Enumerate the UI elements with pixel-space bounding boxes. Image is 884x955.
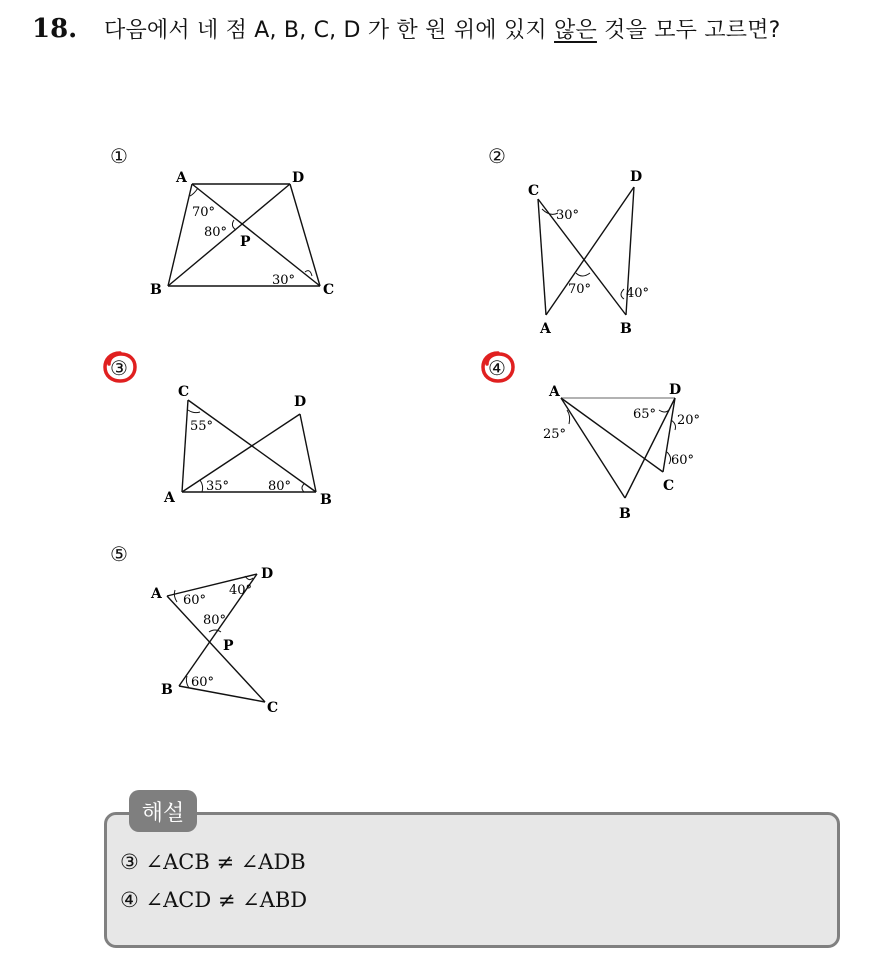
fig1-angle-1: 70° xyxy=(192,205,216,220)
choice-2-number[interactable]: ② xyxy=(488,144,506,168)
fig1-label-B: B xyxy=(150,282,162,298)
solution-line-2: ④ ∠ACD ≠ ∠ABD xyxy=(120,888,308,912)
fig2-label-D: D xyxy=(630,169,643,185)
fig2-label-C: C xyxy=(528,183,540,199)
fig3-label-B: B xyxy=(320,492,332,508)
fig4-angle-1: 65° xyxy=(633,407,657,422)
fig1-angle-3: 30° xyxy=(272,273,296,288)
choice-4-figure xyxy=(535,380,725,520)
choice-1-figure xyxy=(140,160,360,310)
choice-3-figure xyxy=(160,380,340,510)
choice-4-number[interactable]: ④ xyxy=(488,356,506,380)
fig4-label-D: D xyxy=(669,382,682,398)
fig1-label-D: D xyxy=(292,170,305,186)
fig1-label-A: A xyxy=(176,170,187,186)
question-text-before: 다음에서 네 점 A, B, C, D 가 한 원 위에 있지 xyxy=(104,18,555,43)
solution-box xyxy=(104,812,840,948)
fig2-angle-2: 70° xyxy=(568,282,592,297)
fig4-label-B: B xyxy=(619,506,631,520)
solution-tab-label: 해설 xyxy=(129,790,197,832)
fig4-label-C: C xyxy=(663,478,675,494)
fig4-angle-3: 25° xyxy=(543,427,567,442)
fig5-angle-3: 80° xyxy=(203,613,227,628)
choice-3-number[interactable]: ③ xyxy=(110,356,128,380)
fig4-angle-2: 20° xyxy=(677,413,701,428)
fig3-angle-2: 35° xyxy=(206,479,230,494)
question-number: 18. xyxy=(32,14,78,44)
fig5-angle-4: 60° xyxy=(191,675,215,690)
fig2-angle-3: 40° xyxy=(626,286,650,301)
choice-5-number[interactable]: ⑤ xyxy=(110,542,128,566)
fig4-angle-4: 60° xyxy=(671,453,695,468)
fig2-label-A: A xyxy=(540,321,551,337)
fig5-label-A: A xyxy=(151,586,162,602)
fig5-label-B: B xyxy=(161,682,173,698)
fig3-angle-3: 80° xyxy=(268,479,292,494)
fig3-angle-1: 55° xyxy=(190,419,214,434)
fig3-label-D: D xyxy=(294,394,307,410)
fig5-label-C: C xyxy=(267,700,279,716)
fig5-label-D: D xyxy=(261,566,274,582)
fig5-label-P: P xyxy=(223,638,234,654)
fig5-angle-1: 60° xyxy=(183,593,207,608)
fig2-label-B: B xyxy=(620,321,632,337)
fig3-label-A: A xyxy=(164,490,175,506)
choice-5-figure xyxy=(145,560,305,720)
fig1-label-P: P xyxy=(240,234,251,250)
question-text-underlined: 않은 xyxy=(554,18,597,43)
fig5-angle-2: 40° xyxy=(229,583,253,598)
solution-line-1: ③ ∠ACB ≠ ∠ADB xyxy=(120,850,306,874)
fig1-label-C: C xyxy=(323,282,335,298)
fig3-label-C: C xyxy=(178,384,190,400)
choice-2-figure xyxy=(520,165,680,345)
fig4-label-A: A xyxy=(549,384,560,400)
question-text xyxy=(104,12,874,50)
fig1-angle-2: 80° xyxy=(204,225,228,240)
fig2-angle-1: 30° xyxy=(556,208,580,223)
question-text-after: 것을 모두 고르면? xyxy=(596,18,781,43)
choice-1-number[interactable]: ① xyxy=(110,144,128,168)
